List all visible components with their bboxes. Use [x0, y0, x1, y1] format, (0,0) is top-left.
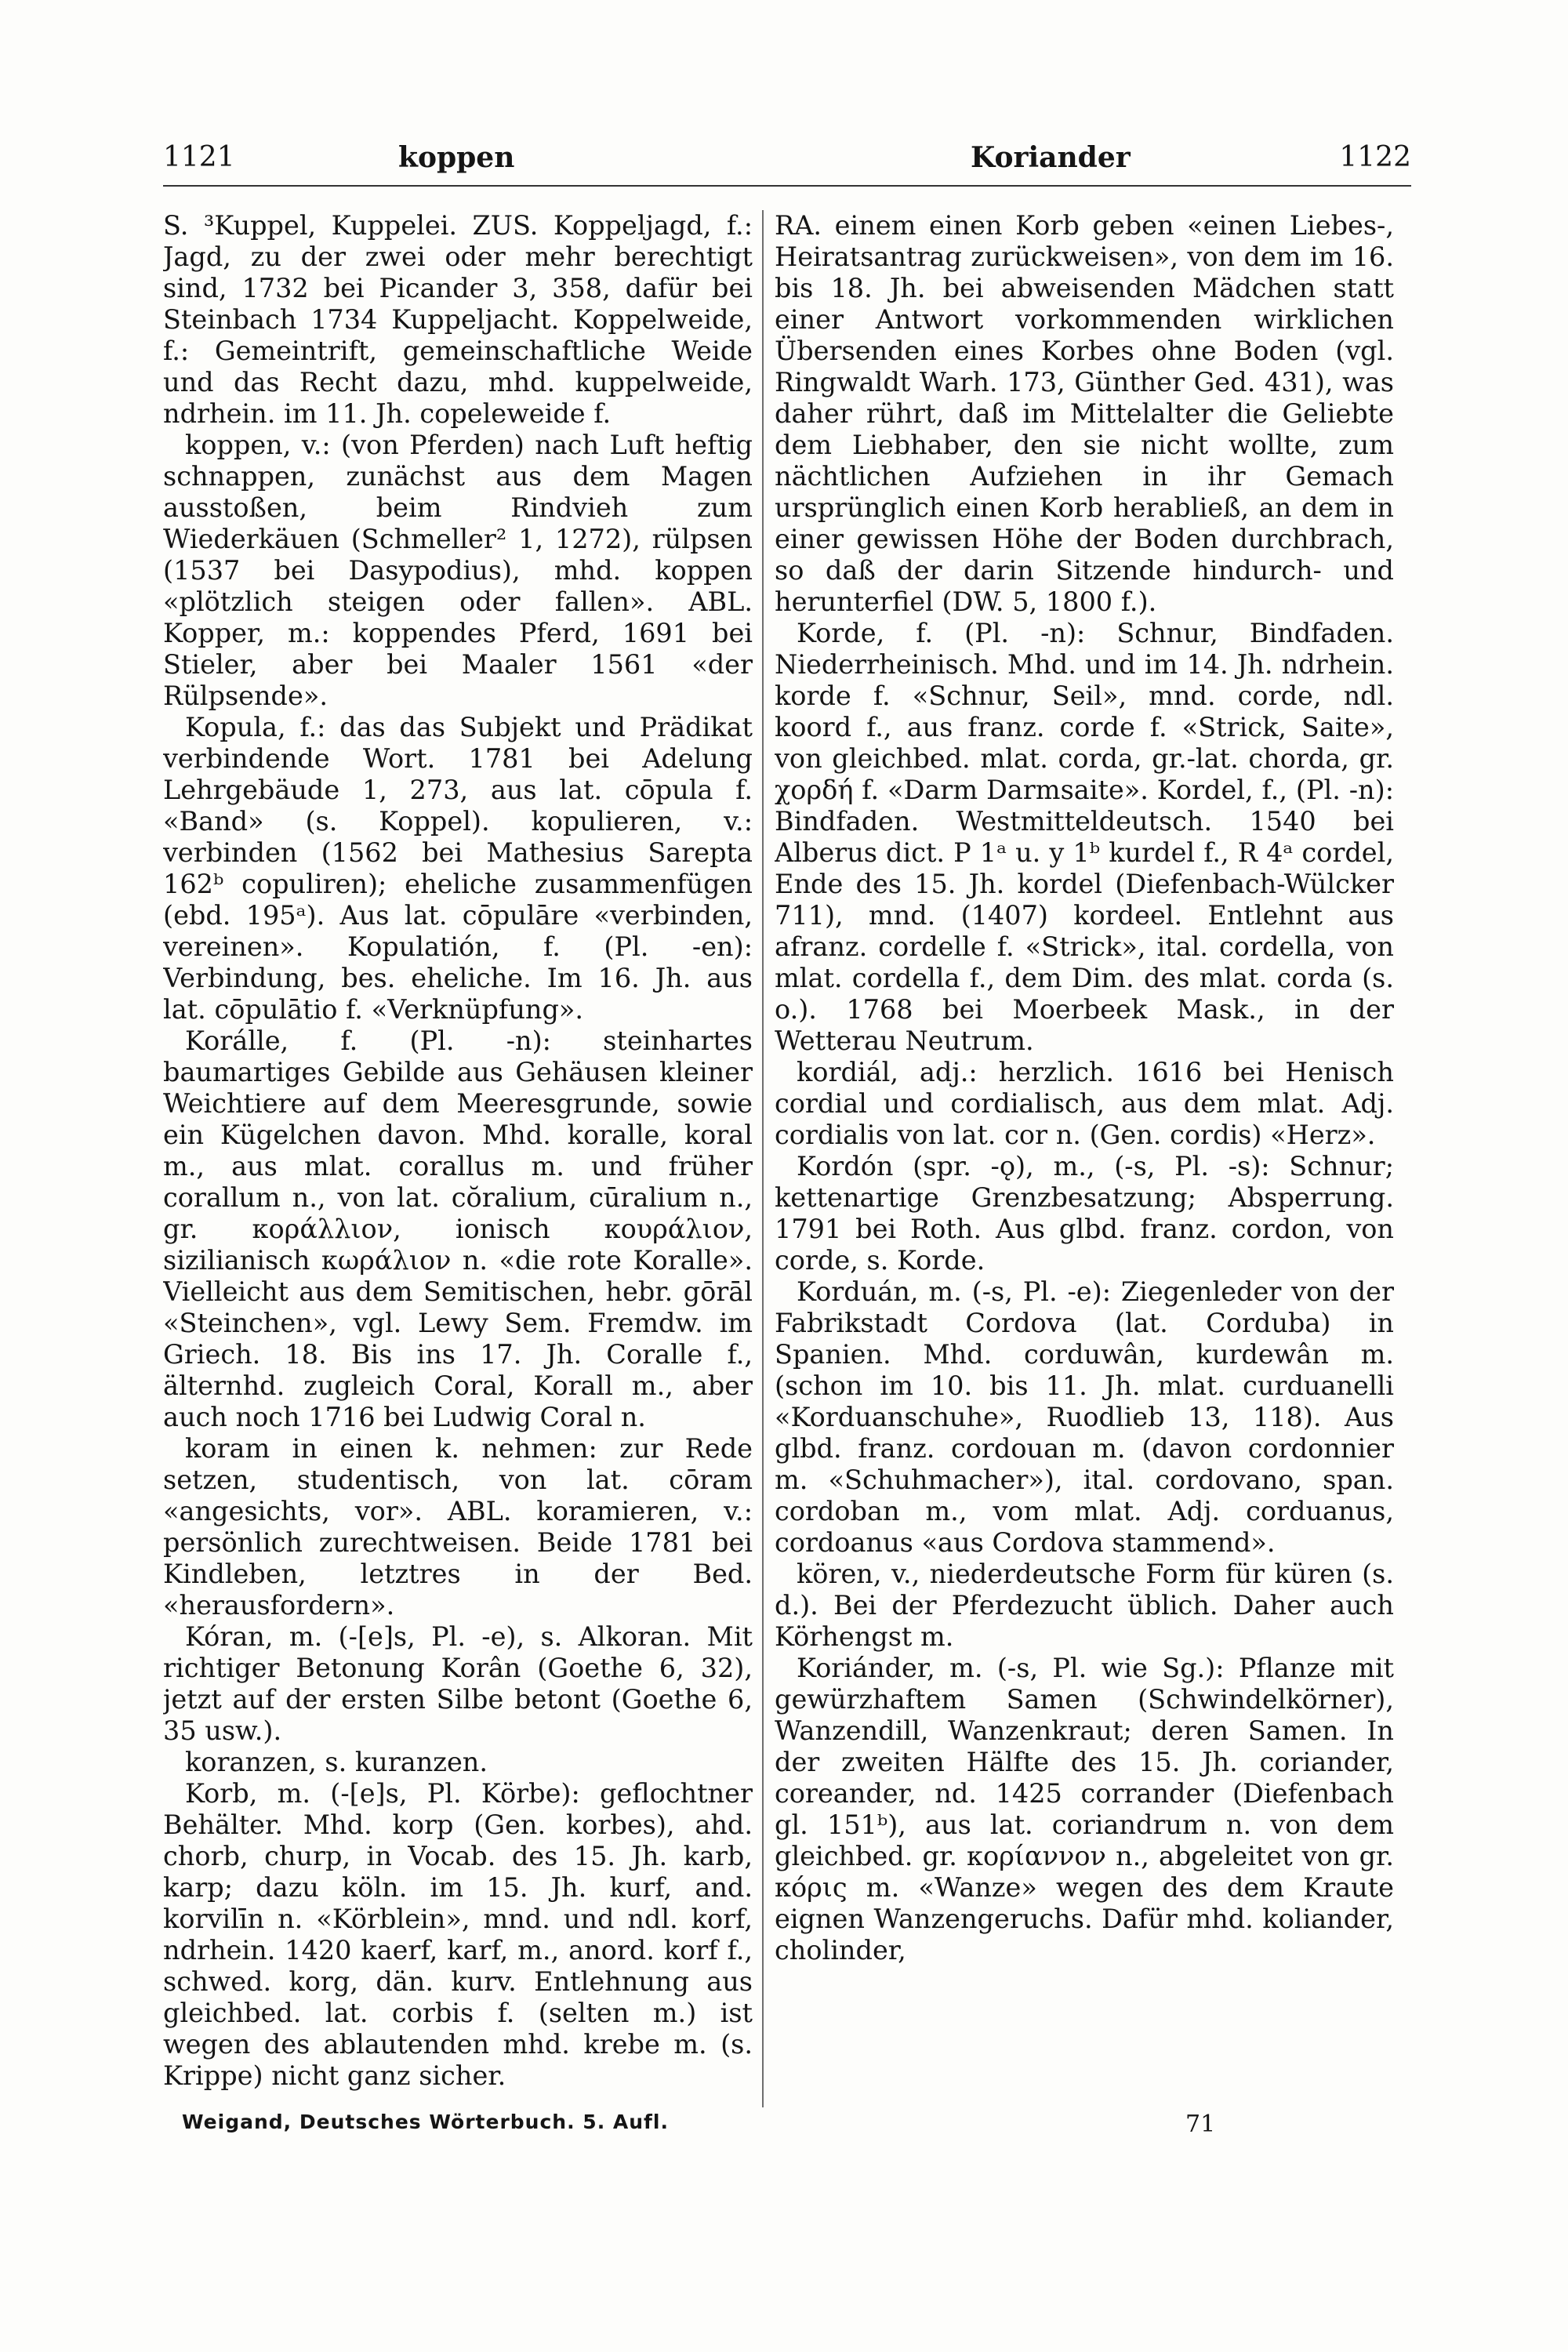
entry-kordon: Kordón (spr. -ǫ), m., (-s, Pl. -s): Schnur; kettenartige Grenzbesatzung; Absperrung. 1791 bei Roth. Aus glbd. franz. cordon, von corde, s. Korde.: [775, 1151, 1394, 1276]
right-column: [775, 210, 1394, 2100]
entry-korduan: Korduán, m. (-s, Pl. -e): Ziegenleder von der Fabrikstadt Cordova (lat. Corduba) in Spanien. Mhd. corduwân, kurdewân m. (schon im 10. bis 11. Jh. mlat. curduanelli «Korduanschuhe», Ruodlieb 13, 118). Aus glbd. franz. cordouan m. (davon cordonnier m. «Schuhmacher»), ital. cordovano, span. cordoban m., vom mlat. Adj. corduanus, cordoanus «aus Cordova stammend».: [775, 1276, 1394, 1558]
entry-koppeljagd: S. ³Kuppel, Kuppelei. ZUS. Koppeljagd, f.: Jagd, zu der zwei oder mehr berechtigt sind, 1732 bei Picander 3, 358, dafür bei Steinbach 1734 Kuppeljacht. Koppelweide, f.: Gemeintrift, gemeinschaftliche Weide und das Recht dazu, mhd. kuppelweide, ndrhein. im 11. Jh. copeleweide f.: [163, 210, 753, 429]
entry-koralle: Korálle, f. (Pl. -n): steinhartes baumartiges Gebilde aus Gehäusen kleiner Weichtiere auf dem Meeresgrunde, sowie ein Kügelchen davon. Mhd. koralle, koral m., aus mlat. corallus m. und früher corallum n., von lat. cŏralium, cūralium n., gr. κοράλλιον, ionisch κουράλιον, sizilianisch κωράλιον n. «die rote Koralle». Vielleicht aus dem Semitischen, hebr. gōrāl «Steinchen», vgl. Lewy Sem. Fremdw. im Griech. 18. Bis ins 17. Jh. Coralle f., älternhd. zugleich Coral, Korall m., aber auch noch 1716 bei Ludwig Coral n.: [163, 1025, 753, 1432]
page-number-left: 1121: [163, 141, 235, 173]
entry-korde: Korde, f. (Pl. -n): Schnur, Bindfaden. Niederrheinisch. Mhd. und im 14. Jh. ndrhein. korde f. «Schnur, Seil», mnd. corde, ndl. koord f., aus franz. corde f. «Strick, Saite», von gleichbed. mlat. corda, gr.-lat. chorda, gr. χορδή f. «Darm Darmsaite». Kordel, f., (Pl. -n): Bindfaden. Westmitteldeutsch. 1540 bei Alberus dict. P 1ᵃ u. y 1ᵇ kurdel f., R 4ᵃ cordel, Ende des 15. Jh. kordel (Diefenbach-Wülcker 711), mnd. (1407) kordeel. Entlehnt aus afranz. cordelle f. «Strick», ital. cordella, von mlat. cordella f., dem Dim. des mlat. corda (s. o.). 1768 bei Moerbeek Mask., in der Wetterau Neutrum.: [775, 618, 1394, 1056]
entry-koriander: Koriánder, m. (-s, Pl. wie Sg.): Pflanze mit gewürzhaftem Samen (Schwindelkörner), Wanzendill, Wanzenkraut; deren Samen. In der zweiten Hälfte des 15. Jh. coriander, coreander, nd. 1425 corrander (Diefenbach gl. 151ᵇ), aus lat. coriandrum n. von dem gleichbed. gr. κορίαννον n., abgeleitet von gr. κόρις m. «Wanze» wegen des dem Kraute eignen Wanzengeruchs. Dafür mhd. koliander, cholinder,: [775, 1653, 1394, 1965]
entry-kordial: kordiál, adj.: herzlich. 1616 bei Henisch cordial und cordialisch, aus dem mlat. Adj. cordialis von lat. cor n. (Gen. cordis) «Herz».: [775, 1057, 1394, 1150]
imprint-footer: Weigand, Deutsches Wörterbuch. 5. Aufl.: [182, 2111, 669, 2133]
entry-koeren: kören, v., niederdeutsche Form für küren (s. d.). Bei der Pferdezucht üblich. Daher auch Körhengst m.: [775, 1559, 1394, 1652]
page-header: [163, 141, 1411, 188]
running-head-right: Koriander: [971, 141, 1131, 174]
entry-korb-continued: RA. einem einen Korb geben «einen Liebes-, Heiratsantrag zurückweisen», von dem im 16. bis 18. Jh. bei abweisenden Mädchen statt einer Antwort vorkommenden wirklichen Übersenden eines Korbes ohne Boden (vgl. Ringwaldt Warh. 173, Günther Ged. 431), was daher rührt, daß im Mittelalter die Geliebte dem Liebhaber, den sie nicht wollte, zum nächtlichen Aufziehen in ihr Gemach ursprünglich einen Korb herabließ, an dem in einer gewissen Höhe der Boden durchbrach, so daß der darin Sitzende hindurch- und herunterfiel (DW. 5, 1800 f.).: [775, 210, 1394, 617]
left-column: [163, 210, 753, 2100]
running-head-left: koppen: [398, 141, 515, 174]
entry-koran: Kóran, m. (-[e]s, Pl. -e), s. Alkoran. Mit richtiger Betonung Korân (Goethe 6, 32), jetzt auf der ersten Silbe betont (Goethe 6, 35 usw.).: [163, 1621, 753, 1746]
entry-kopula: Kopula, f.: das das Subjekt und Prädikat verbindende Wort. 1781 bei Adelung Lehrgebäude 1, 273, aus lat. cōpula f. «Band» (s. Koppel). kopulieren, v.: verbinden (1562 bei Mathesius Sarepta 162ᵇ copuliren); eheliche zusammenfügen (ebd. 195ᵃ). Aus lat. cōpulāre «verbinden, vereinen». Kopulatión, f. (Pl. -en): Verbindung, bes. eheliche. Im 16. Jh. aus lat. cōpulātio f. «Verknüpfung».: [163, 712, 753, 1025]
entry-koram: koram in einen k. nehmen: zur Rede setzen, studentisch, von lat. cōram «angesichts, vor». ABL. koramieren, v.: persönlich zurechtweisen. Beide 1781 bei Kindleben, letztres in der Bed. «herausfordern».: [163, 1433, 753, 1621]
header-rule: [163, 185, 1411, 187]
column-divider: [762, 210, 764, 2107]
page-number-right: 1122: [1339, 141, 1411, 173]
entry-koranzen: koranzen, s. kuranzen.: [185, 1747, 488, 1777]
entry-korb: Korb, m. (-[e]s, Pl. Körbe): geflochtner Behälter. Mhd. korp (Gen. korbes), ahd. chorb, churp, in Vocab. des 15. Jh. karb, karp; dazu köln. im 15. Jh. kurf, and. korvilīn n. «Körblein», mnd. und ndl. korf, ndrhein. 1420 kaerf, karf, m., anord. korf f., schwed. korg, dän. kurv. Entlehnung aus gleichbed. lat. corbis f. (selten m.) ist wegen des ablautenden mhd. krebe m. (s. Krippe) nicht ganz sicher.: [163, 1778, 753, 2091]
entry-koppen: koppen, v.: (von Pferden) nach Luft heftig schnappen, zunächst aus dem Magen ausstoßen, beim Rindvieh zum Wiederkäuen (Schmeller² 1, 1272), rülpsen (1537 bei Dasypodius), mhd. koppen «plötzlich steigen oder fallen». ABL. Kopper, m.: koppendes Pferd, 1691 bei Stieler, aber bei Maaler 1561 «der Rülpsende».: [163, 430, 753, 711]
signature-mark: 71: [1185, 2111, 1216, 2138]
